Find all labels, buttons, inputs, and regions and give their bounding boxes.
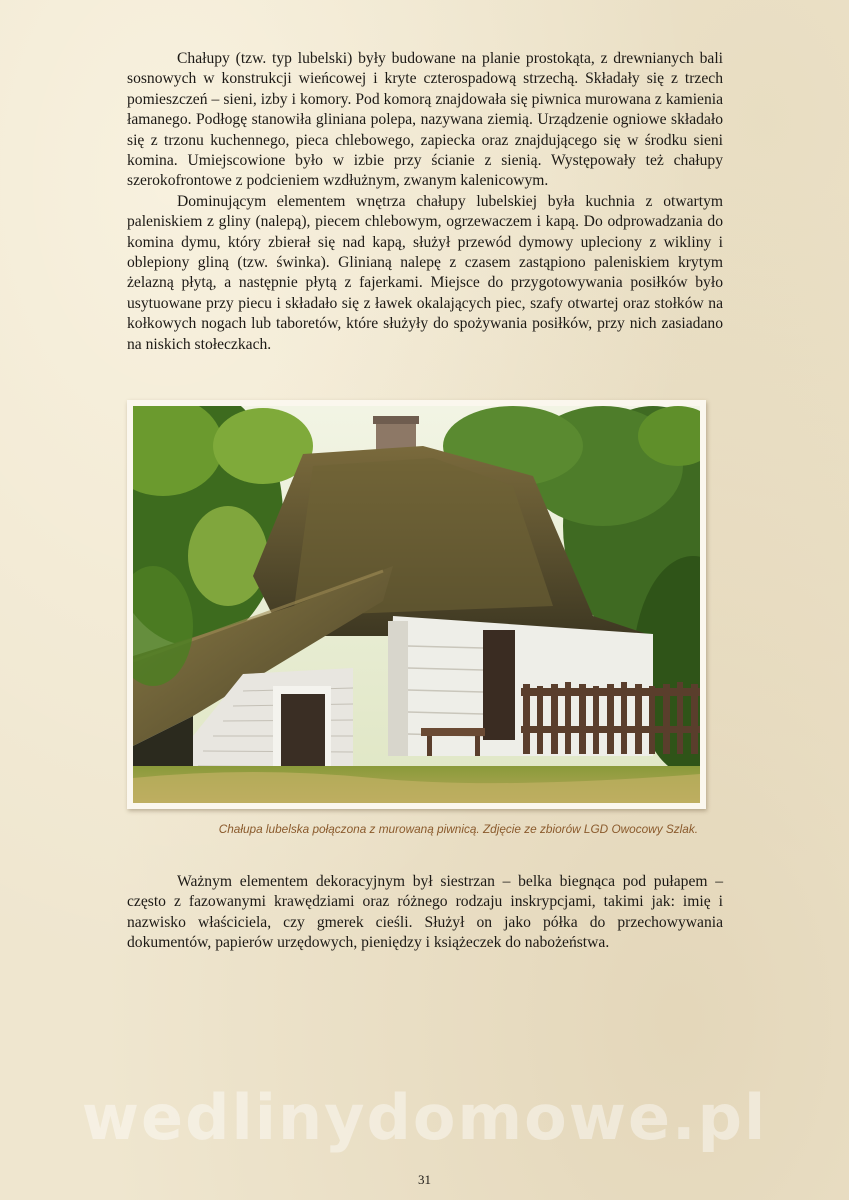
photo-caption: Chałupa lubelska połączona z murowaną piwnicą. Zdjęcie ze zbiorów LGD Owocowy Szlak. xyxy=(218,822,698,836)
site-watermark: wedlinydomowe.pl xyxy=(81,1081,768,1154)
main-text-bottom xyxy=(127,872,723,954)
main-text-top xyxy=(127,49,723,355)
photo-frame xyxy=(127,400,706,809)
page-number: 31 xyxy=(418,1172,431,1187)
paragraph-kitchen-interior: Dominującym elementem wnętrza chałupy lubelskiej była kuchnia z otwartym paleniskiem z gliny (nalepą), piecem chlebowym, ogrzewaczem i kapą. Do odprowadzania do komina dymu, który zbierał się nad kapą, służył przewód dymowy upleciony z wikliny i oblepiony gliną (tzw. świnka). Glinianą nalepę z czasem zastąpiono paleniskiem krytym żelazną płytą, a następnie płytą z fajerkami. Miejsce do przygotowywania posiłków było usytuowane przy piecu i składało się z ławek okalających piec, szafy otwartej oraz stołków na kołkowych nogach lub taboretów, które służyły do spożywania posiłków, przy nich zasiadano na niskich stołeczkach. xyxy=(127,192,723,353)
thatched-cottage-photo xyxy=(133,406,700,803)
paragraph-siestrzan-beam: Ważnym elementem dekoracyjnym był siestrzan – belka biegnąca pod pułapem – często z fazowanymi krawędziami oraz różnego rodzaju inskrypcjami, takimi jak: imię i nazwisko właściciela, czy gmerek cieśli. Służył on jako półka do przechowywania dokumentów, papierów urzędowych, pieniędzy i książeczek do nabożeństwa. xyxy=(127,873,723,952)
paragraph-house-construction: Chałupy (tzw. typ lubelski) były budowane na planie prostokąta, z drewnianych bali sosnowych w konstrukcji wieńcowej i kryte czterospadową strzechą. Składały się z trzech pomieszczeń – sieni, izby i komory. Pod komorą znajdowała się piwnica murowana z kamienia łamanego. Podłogę stanowiła gliniana polepa, nazywana ziemią. Urządzenie ogniowe składało się z trzonu kuchennego, pieca chlebowego, zapiecka oraz znajdującego się w środku sieni komina. Umiejscowione było w izbie przy ścianie z sienią. Występowały też chałupy szerokofrontowe z podcieniem wzdłużnym, zwanym kalenicowym. xyxy=(127,50,723,190)
